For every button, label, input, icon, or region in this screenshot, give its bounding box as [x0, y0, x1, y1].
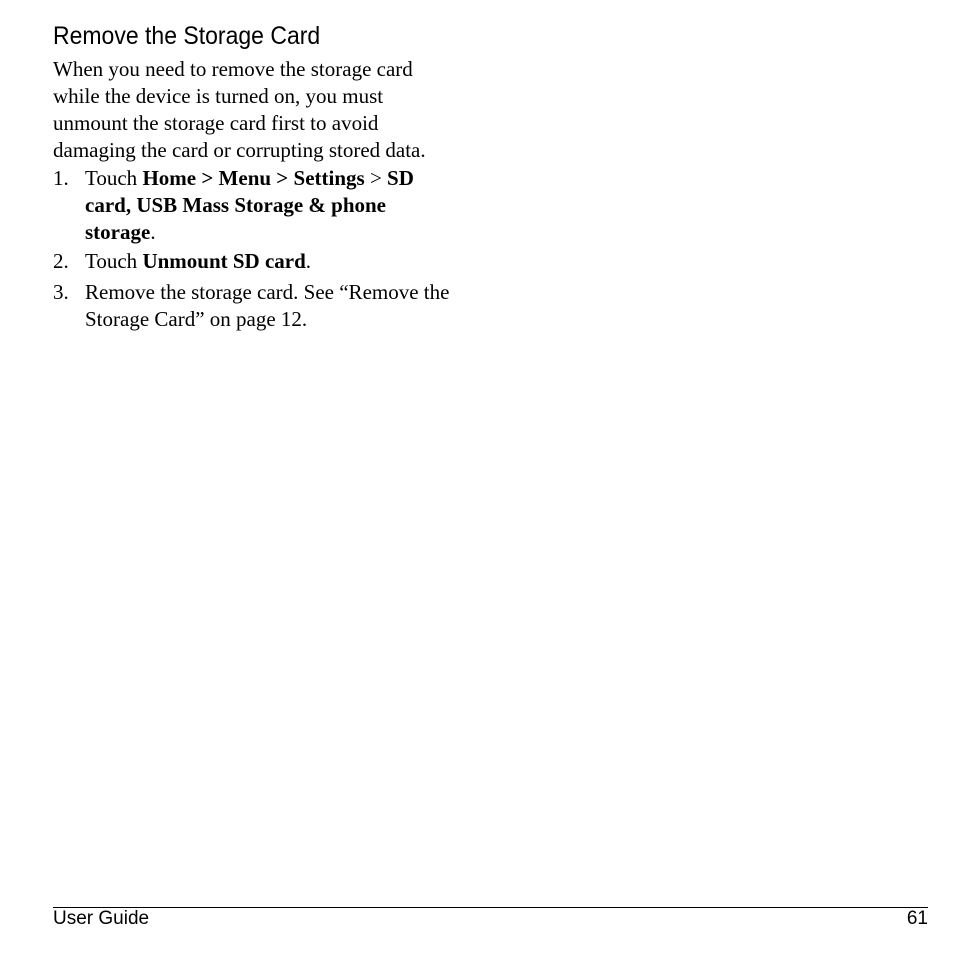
step-text: > [364, 166, 388, 190]
step-number: 3. [53, 280, 69, 304]
menu-path-bold: Home > Menu > Settings [142, 166, 365, 190]
step-text: . [150, 220, 156, 244]
intro-line: unmount the storage card first to avoid [53, 111, 379, 135]
menu-path-bold: SD [387, 166, 414, 190]
step-text: Touch [85, 166, 143, 190]
footer-doc-title: User Guide [53, 908, 150, 929]
step-number: 1. [53, 166, 69, 190]
page-number: 61 [906, 908, 928, 929]
action-bold: Unmount SD card [142, 249, 306, 273]
step-line: Remove the storage card. See “Remove the [85, 280, 450, 304]
menu-path-bold: storage [85, 220, 151, 244]
step-text: . [305, 249, 312, 273]
step-item [53, 165, 493, 246]
step-number: 2. [53, 249, 69, 273]
intro-paragraph [53, 56, 473, 164]
footer-divider [53, 907, 928, 908]
step-item [53, 279, 493, 333]
step-line [85, 165, 493, 192]
step-text: Touch [85, 249, 143, 273]
intro-line: When you need to remove the storage card [53, 57, 413, 81]
steps-list [53, 165, 493, 333]
step-line: Storage Card” on page 12. [85, 307, 308, 331]
menu-path-bold: card, USB Mass Storage & phone [85, 193, 387, 217]
intro-line: damaging the card or corrupting stored data. [53, 138, 426, 162]
step-line [85, 248, 493, 275]
step-line [85, 219, 493, 246]
section-heading: Remove the Storage Card [53, 22, 321, 50]
step-item [53, 248, 493, 275]
intro-line: while the device is turned on, you must [53, 84, 384, 108]
step-line [85, 192, 493, 219]
